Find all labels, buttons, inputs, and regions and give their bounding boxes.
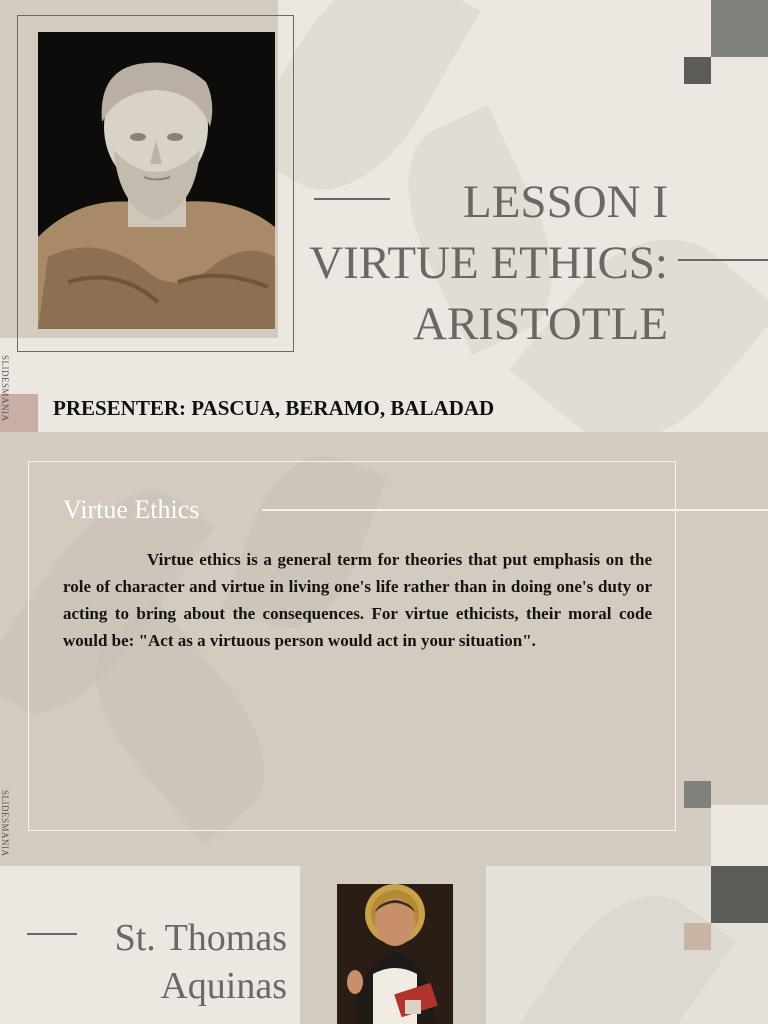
corner-block — [711, 805, 768, 866]
heading-rule — [262, 509, 768, 511]
aquinas-title-line-1: St. Thomas — [114, 917, 287, 959]
section-heading: Virtue Ethics — [63, 495, 200, 524]
aristotle-image — [38, 32, 275, 329]
title-rule — [27, 933, 77, 935]
aquinas-image — [337, 884, 453, 1024]
decor-square — [711, 0, 768, 57]
title-line-1: LESSON I — [463, 176, 668, 228]
decor-square — [684, 781, 711, 808]
aquinas-title — [80, 914, 287, 1010]
title-line-3: ARISTOTLE — [412, 298, 668, 350]
presenter-line: PRESENTER: PASCUA, BERAMO, BALADAD — [53, 396, 495, 420]
lesson-title — [268, 172, 668, 355]
decor-square — [711, 866, 768, 923]
title-rule-right — [678, 259, 768, 261]
slide-aquinas — [0, 866, 768, 1024]
decor-square — [684, 923, 711, 950]
decor-square — [684, 57, 711, 84]
title-line-2: VIRTUE ETHICS: — [309, 237, 668, 289]
slide-virtue-ethics — [0, 432, 768, 866]
slide-lesson-title — [0, 0, 768, 432]
watermark: SLIDESMANIA — [0, 790, 10, 857]
body-text: Virtue ethics is a general term for theories that put emphasis on the role of character and virtue in living one's life rather than in doing one's duty or acting to bring about the consequences. For virtue ethicists, their moral code would be: "Act as a virtuous person would act in your situation". — [63, 550, 652, 650]
watermark: SLIDESMANIA — [0, 355, 10, 422]
aquinas-title-line-2: Aquinas — [160, 965, 287, 1007]
body-paragraph — [63, 546, 652, 654]
